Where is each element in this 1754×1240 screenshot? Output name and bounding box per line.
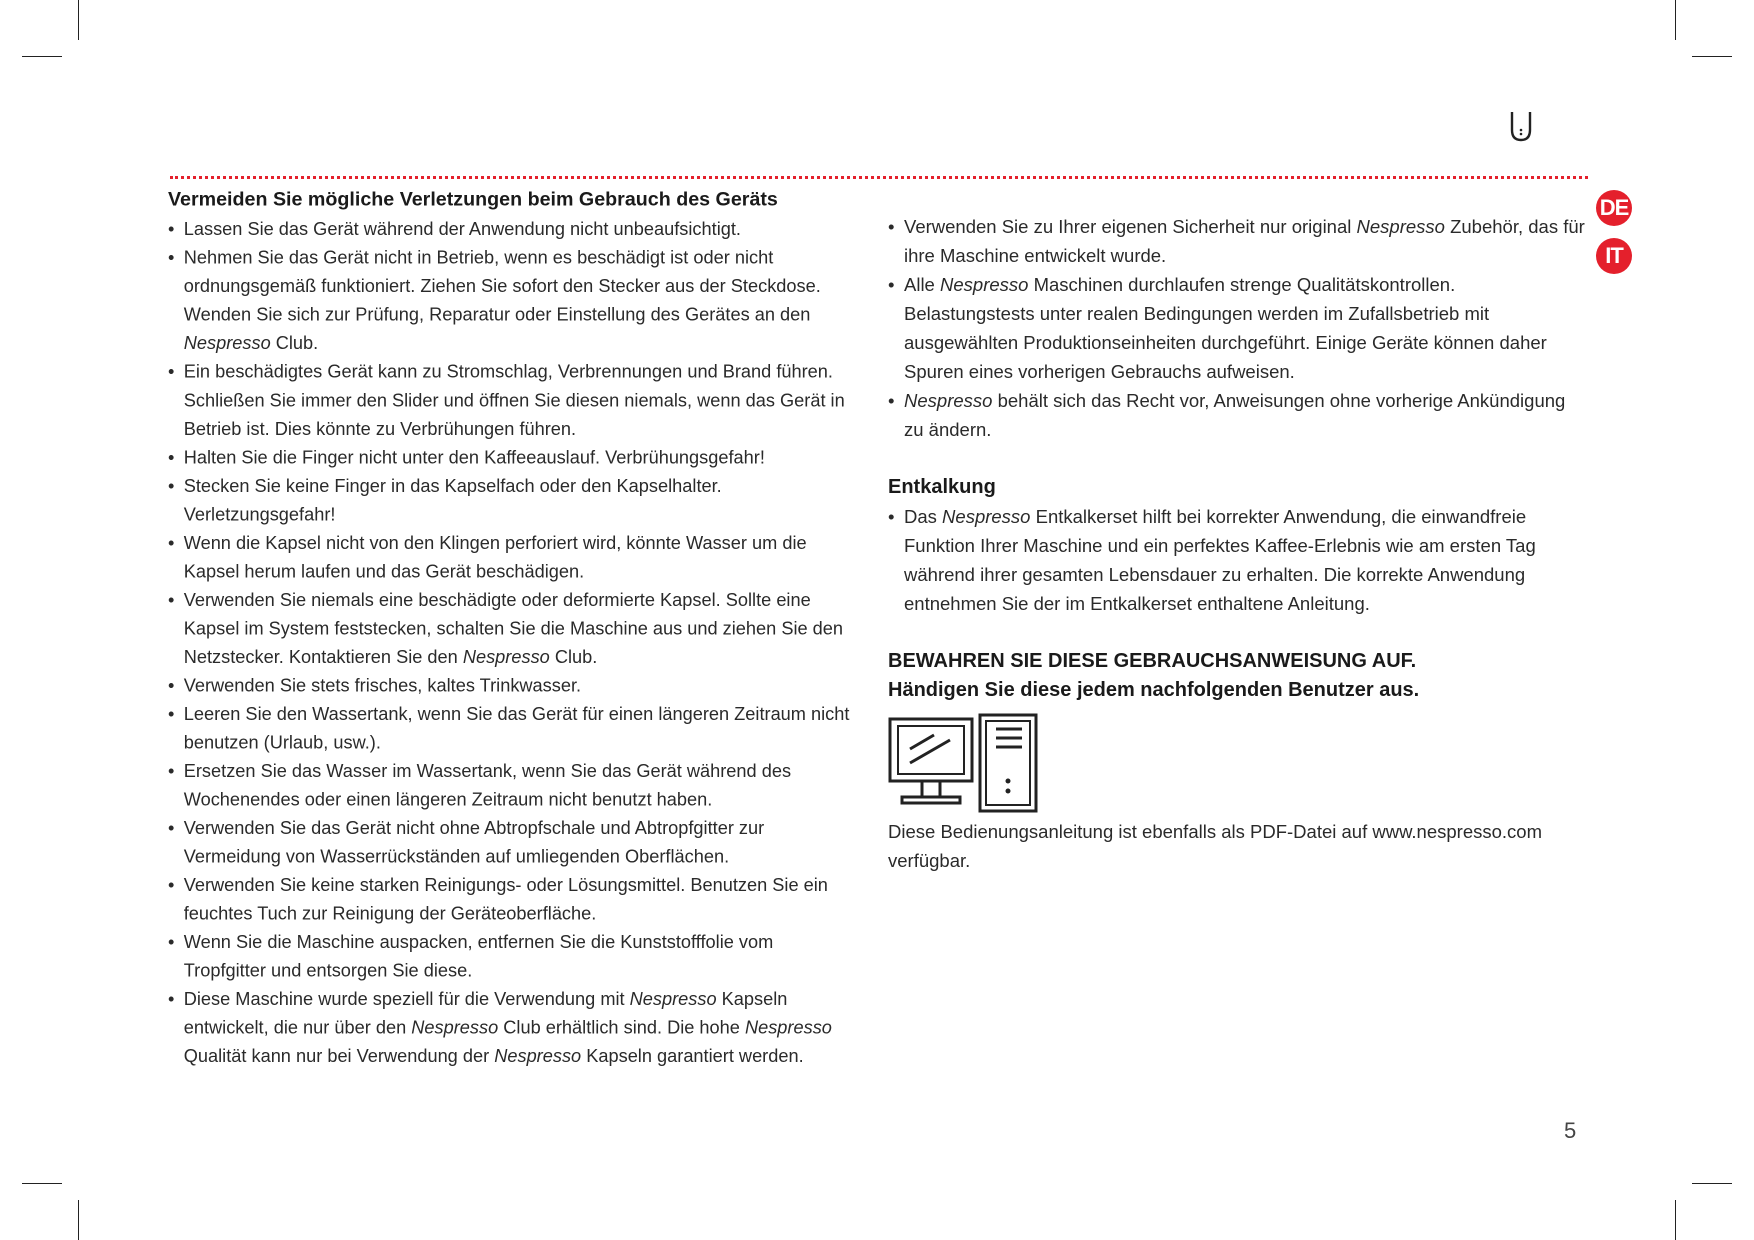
descaling-heading: Entkalkung <box>888 476 996 498</box>
list-item: • Verwenden Sie stets frisches, kaltes Trinkwasser. <box>168 671 856 700</box>
list-item: • Das Nespresso Entkalkerset hilft bei korrekter Anwendung, die einwandfreie Funktion Ihrer Maschine und ein perfektes Kaffee-Erlebnis wie am ersten Tag während ihrer gesamten Lebensdauer zu erhalten. Die korrekte Anwendung entnehmen Sie der im Entkalkerset enthaltene Anleitung. <box>888 502 1588 618</box>
section-heading: Vermeiden Sie mögliche Verletzungen beim Gebrauch des Geräts <box>168 188 778 211</box>
crop-mark <box>1675 1200 1676 1240</box>
list-item: • Verwenden Sie keine starken Reinigungs- oder Lösungsmittel. Benutzen Sie ein feuchtes Tuch zur Reinigung der Geräteoberfläche. <box>168 870 856 927</box>
keep-instructions-notice: BEWAHREN SIE DIESE GEBRAUCHSANWEISUNG AUF. <box>888 650 1417 672</box>
list-item: • Ersetzen Sie das Wasser im Wassertank, wenn Sie das Gerät während des Wochenendes oder einen längeren Zeitraum nicht benutzt haben. <box>168 756 856 813</box>
list-item: • Lassen Sie das Gerät während der Anwendung nicht unbeaufsichtigt. <box>168 215 856 244</box>
list-item: • Stecken Sie keine Finger in das Kapselfach oder den Kapselhalter. Verletzungsgefahr! <box>168 471 856 528</box>
crop-mark <box>22 1183 62 1184</box>
hand-over-notice: Händigen Sie diese jedem nachfolgenden Benutzer aus. <box>888 679 1420 701</box>
pdf-availability-note: Diese Bedienungsanleitung ist ebenfalls als PDF-Datei auf www.nespresso.com verfügbar. <box>888 821 1543 871</box>
descaling-list <box>888 502 1588 618</box>
list-item: • Halten Sie die Finger nicht unter den Kaffeeauslauf. Verbrühungsgefahr! <box>168 443 856 472</box>
list-item: • Ein beschädigtes Gerät kann zu Stromschlag, Verbrennungen und Brand führen. Schließen Sie immer den Slider und öffnen Sie diesen niemals, wenn das Gerät in Betrieb ist. Dies könnte zu Verbrühungen führen. <box>168 357 856 443</box>
list-item: • Leeren Sie den Wassertank, wenn Sie das Gerät für einen längeren Zeitraum nicht benutzen (Urlaub, usw.). <box>168 699 856 756</box>
list-item: • Diese Maschine wurde speziell für die Verwendung mit Nespresso Kapseln entwickelt, die nur über den Nespresso Club erhältlich sind. Die hohe Nespresso Qualität kann nur bei Verwendung der Nespresso Kapseln garantiert werden. <box>168 984 856 1070</box>
crop-mark <box>78 0 79 40</box>
page-number: 5 <box>1564 1118 1577 1143</box>
list-item: • Wenn die Kapsel nicht von den Klingen perforiert wird, könnte Wasser um die Kapsel herum laufen und das Gerät beschädigen. <box>168 528 856 585</box>
list-item: • Nehmen Sie das Gerät nicht in Betrieb, wenn es beschädigt ist oder nicht ordnungsgemäß funktioniert. Ziehen Sie sofort den Stecker aus der Steckdose. Wenden Sie sich zur Prüfung, Reparatur oder Einstellung des Gerätes an den Nespresso Club. <box>168 243 856 357</box>
list-item: • Verwenden Sie das Gerät nicht ohne Abtropfschale und Abtropfgitter zur Vermeidung von Wasserrückständen auf umliegenden Oberflächen. <box>168 813 856 870</box>
crop-mark <box>22 56 62 57</box>
computer-icon <box>888 713 1038 813</box>
list-item: • Alle Nespresso Maschinen durchlaufen strenge Qualitätskontrollen. Belastungstests unter realen Bedingungen werden im Zufallsbetrieb mit ausgewählten Produktionseinheiten durchgeführt. Einige Geräte können daher Spuren eines vorherigen Gebrauchs aufweisen. <box>888 270 1588 386</box>
brand-logo-icon <box>1506 110 1536 142</box>
list-item: • Nespresso behält sich das Recht vor, Anweisungen ohne vorherige Ankündigung zu ändern. <box>888 386 1588 444</box>
safety-list <box>168 215 856 1070</box>
crop-mark <box>1675 0 1676 40</box>
list-item: • Verwenden Sie zu Ihrer eigenen Sicherheit nur original Nespresso Zubehör, das für ihre Maschine entwickelt wurde. <box>888 212 1588 270</box>
accessory-list <box>888 212 1588 444</box>
crop-mark <box>78 1200 79 1240</box>
section-separator <box>170 176 1588 179</box>
crop-mark <box>1692 1183 1732 1184</box>
crop-mark <box>1692 56 1732 57</box>
language-badge-de[interactable]: DE <box>1596 190 1632 226</box>
language-badge-it[interactable]: IT <box>1596 238 1632 274</box>
list-item: • Verwenden Sie niemals eine beschädigte oder deformierte Kapsel. Sollte eine Kapsel im System feststecken, schalten Sie die Maschine aus und ziehen Sie den Netzstecker. Kontaktieren Sie den Nespresso Club. <box>168 585 856 671</box>
list-item: • Wenn Sie die Maschine auspacken, entfernen Sie die Kunststofffolie vom Tropfgitter und entsorgen Sie diese. <box>168 927 856 984</box>
left-column <box>168 186 856 1070</box>
right-column <box>888 212 1588 875</box>
